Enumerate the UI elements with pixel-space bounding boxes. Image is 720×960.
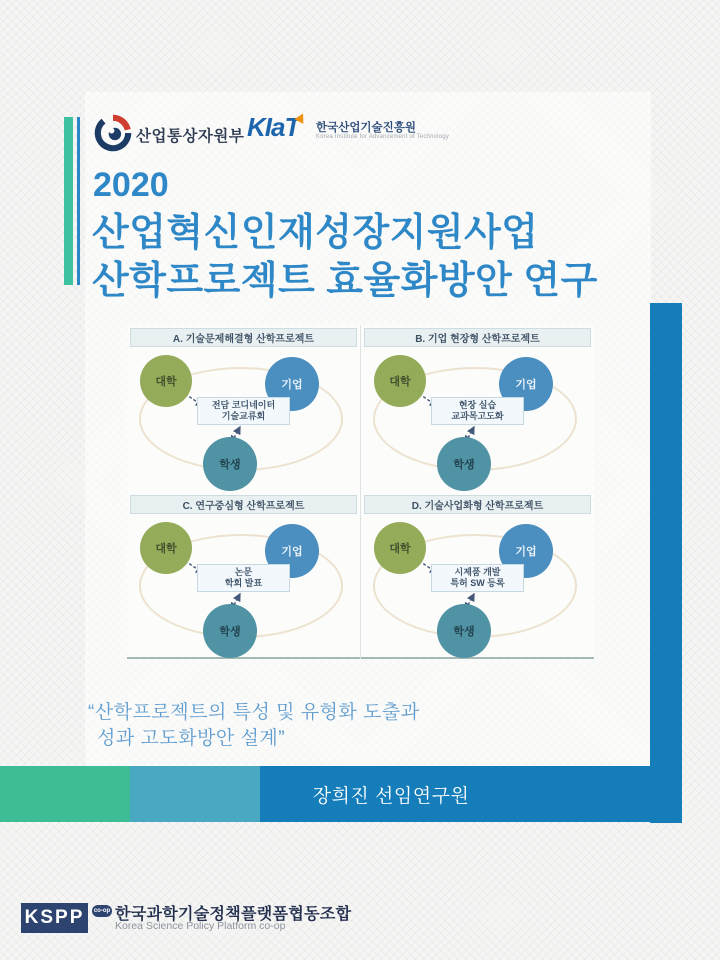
panel-b-title: B. 기업 현장형 산학프로젝트 <box>364 328 591 347</box>
student-label: 학생 <box>453 459 475 471</box>
motie-name: 산업통상자원부 <box>136 128 245 145</box>
kspp-logo-text: KSPP <box>24 907 85 928</box>
panel-c-center-line1: 논문 <box>234 567 253 578</box>
right-accent-bar <box>650 303 682 823</box>
panel-d-title: D. 기술사업화형 산학프로젝트 <box>364 495 591 514</box>
panel-c <box>127 492 360 659</box>
panel-c-center-line2: 학회 발표 <box>224 578 263 588</box>
student-label: 학생 <box>219 459 241 471</box>
panel-b-center-box <box>431 397 524 425</box>
panel-b-center-line1: 현장 실습 <box>458 400 497 411</box>
subtitle-quote-line1: “산학프로젝트의 특성 및 유형화 도출과 <box>88 702 420 723</box>
subtitle-quote-line2: 성과 고도화방안 설계” <box>97 728 286 749</box>
panel-a-title: A. 기술문제해결형 산학프로젝트 <box>130 328 357 347</box>
student-node <box>437 604 491 658</box>
university-label: 대학 <box>155 543 177 555</box>
panel-c-title: C. 연구중심형 산학프로젝트 <box>130 495 357 514</box>
title-line1: 산업혁신인재성장지원사업 <box>92 212 539 254</box>
panel-d-center-line1: 시제품 개발 <box>454 567 501 578</box>
university-node <box>374 522 426 574</box>
banner-block-teal <box>130 766 260 822</box>
kspp-logo <box>21 903 88 933</box>
student-node <box>203 437 257 491</box>
company-label: 기업 <box>515 379 537 391</box>
student-node <box>203 604 257 658</box>
kiat-name-en: Korea Institute for Advancement of Technology <box>316 134 449 140</box>
university-label: 대학 <box>389 543 411 555</box>
university-node <box>374 355 426 407</box>
kiat-logo <box>247 112 317 152</box>
company-label: 기업 <box>281 546 303 558</box>
author-name: 장희진 선임연구원 <box>312 786 470 807</box>
panel-b-center-line2: 교과목고도화 <box>451 411 504 421</box>
footer-org-name-en: Korea Science Policy Platform co-op <box>115 920 286 932</box>
company-label: 기업 <box>515 546 537 558</box>
university-node <box>140 522 192 574</box>
title-year: 2020 <box>93 166 169 204</box>
university-node <box>140 355 192 407</box>
banner-block-green <box>0 766 130 822</box>
left-accent-bar-blue <box>77 117 80 285</box>
panel-a-center-box <box>197 397 290 425</box>
coop-mark-icon: co-op <box>92 905 112 917</box>
university-label: 대학 <box>389 376 411 388</box>
kiat-logo-text: KIaT <box>247 112 300 142</box>
motie-emblem-icon <box>94 114 132 152</box>
panel-a-center-line1: 전담 코디네이터 <box>211 400 276 411</box>
panel-d-center-line2: 특허 SW 등록 <box>450 578 505 588</box>
panel-a-center-line2: 기술교류회 <box>221 411 266 421</box>
panel-c-center-box <box>197 564 290 592</box>
student-node <box>437 437 491 491</box>
kiat-name-ko: 한국산업기술진흥원 <box>316 122 416 134</box>
project-type-diagram <box>127 325 594 659</box>
panel-d-center-box <box>431 564 524 592</box>
university-label: 대학 <box>155 376 177 388</box>
panel-a <box>127 325 360 492</box>
student-label: 학생 <box>453 626 475 638</box>
panel-d <box>361 492 594 659</box>
student-label: 학생 <box>219 626 241 638</box>
panel-b <box>361 325 594 492</box>
company-label: 기업 <box>281 379 303 391</box>
title-line2: 산학프로젝트 효율화방안 연구 <box>92 260 598 302</box>
left-accent-bar-teal <box>64 117 73 285</box>
footer-org-name-ko: 한국과학기술정책플랫폼협동조합 <box>115 906 352 923</box>
